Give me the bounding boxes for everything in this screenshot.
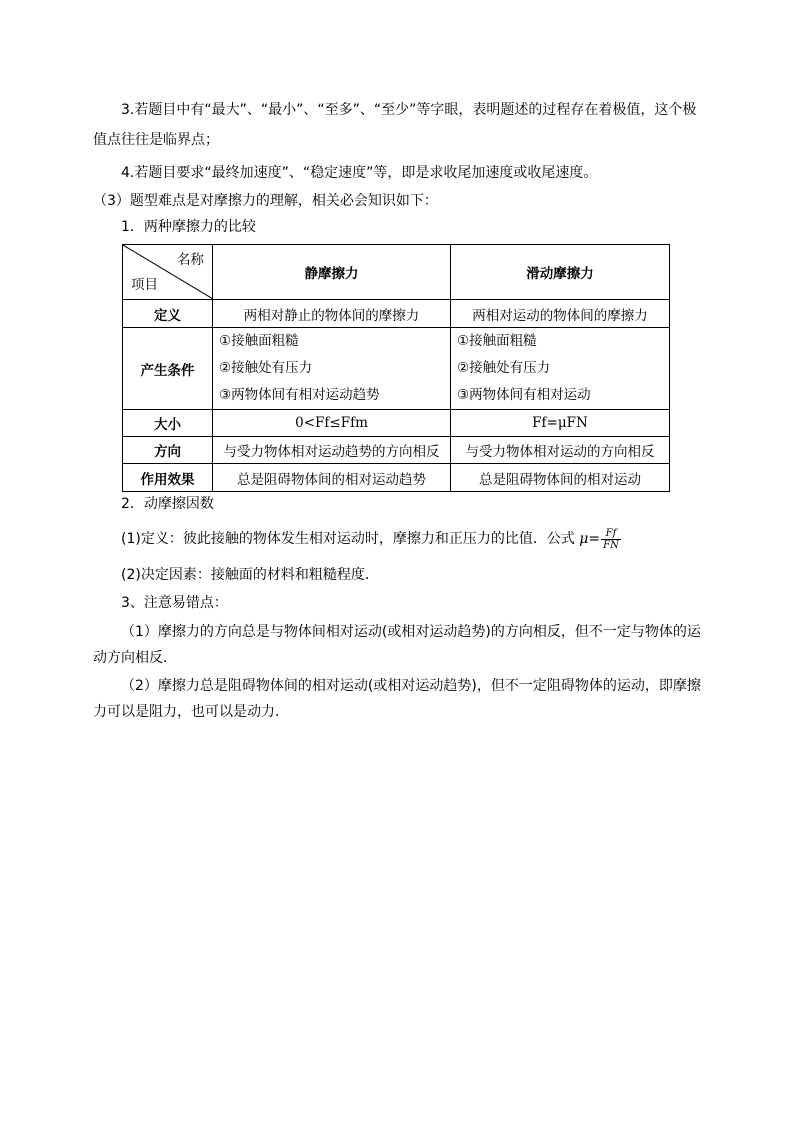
paragraph-3-line-2: 值点往往是临界点；	[93, 132, 219, 148]
table-cell: 总是阻碍物体间的相对运动	[451, 464, 670, 492]
formula-fraction	[601, 528, 621, 551]
section-2-factors: (2)决定因素：接触面的材料和粗糙程度．	[121, 567, 379, 583]
formula-lhs: μ=	[579, 531, 601, 547]
row-label: 定义	[123, 300, 213, 328]
row-label: 方向	[123, 437, 213, 464]
table-cell	[451, 328, 670, 410]
condition-item: ①接触面粗糙	[457, 333, 537, 349]
definition-text: (1)定义：彼此接触的物体发生相对运动时，摩擦力和正压力的比值．公式	[121, 531, 575, 547]
row-label: 产生条件	[123, 328, 213, 410]
table-cell: 两相对静止的物体间的摩擦力	[213, 300, 451, 328]
condition-item: ②接触处有压力	[457, 360, 551, 376]
table-cell: 0<Ff≤Ffm	[213, 410, 451, 437]
table-cell: 总是阻碍物体间的相对运动趋势	[213, 464, 451, 492]
header-sliding-friction: 滑动摩擦力	[451, 245, 670, 300]
table-cell: 与受力物体相对运动的方向相反	[451, 437, 670, 464]
condition-item: ③两物体间有相对运动	[457, 387, 591, 403]
section-3-item-1-line-1: （1）摩擦力的方向总是与物体间相对运动(或相对运动趋势)的方向相反，但不一定与物体的运	[121, 624, 701, 640]
table-cell	[213, 328, 451, 410]
paragraph-3-line-1: 3.若题目中有“最大”、“最小”、“至多”、“至少”等字眼，表明题述的过程存在着极值，这个极	[121, 102, 697, 118]
section-3-item-1-line-2: 动方向相反．	[93, 650, 177, 666]
row-label: 大小	[123, 410, 213, 437]
table-cell: 两相对运动的物体间的摩擦力	[451, 300, 670, 328]
formula-denominator: FN	[603, 539, 619, 551]
formula-numerator: Ff	[601, 528, 621, 540]
table-row	[123, 300, 670, 328]
condition-item: ①接触面粗糙	[219, 333, 299, 349]
table-row	[123, 437, 670, 464]
section-3-item-2-line-1: （2）摩擦力总是阻碍物体间的相对运动(或相对运动趋势)，但不一定阻碍物体的运动，即摩擦	[121, 678, 701, 694]
diagonal-header-cell	[123, 245, 213, 300]
corner-label-name: 名称	[177, 252, 204, 268]
difficulty-heading: （3）题型难点是对摩擦力的理解，相关必会知识如下：	[93, 193, 438, 209]
condition-item: ③两物体间有相对运动趋势	[219, 387, 380, 403]
section-3-title: 3、注意易错点：	[121, 595, 228, 611]
formula	[579, 527, 621, 551]
condition-item: ②接触处有压力	[219, 360, 313, 376]
paragraph-4: 4.若题目要求“最终加速度”、“稳定速度”等，即是求收尾加速度或收尾速度。	[121, 165, 598, 181]
table-cell: 与受力物体相对运动趋势的方向相反	[213, 437, 451, 464]
header-static-friction: 静摩擦力	[213, 245, 451, 300]
table-cell: Ff=μFN	[451, 410, 670, 437]
friction-comparison-table	[122, 244, 670, 492]
table-header-row	[123, 245, 670, 300]
table-row	[123, 410, 670, 437]
corner-label-item: 项目	[131, 277, 158, 293]
row-label: 作用效果	[123, 464, 213, 492]
table-row	[123, 464, 670, 492]
section-1-title: 1．两种摩擦力的比较	[121, 219, 256, 235]
table-row	[123, 328, 670, 410]
section-3-item-2-line-2: 力可以是阻力，也可以是动力．	[93, 704, 289, 720]
section-2-title: 2．动摩擦因数	[121, 496, 214, 512]
section-2-definition	[121, 524, 621, 554]
